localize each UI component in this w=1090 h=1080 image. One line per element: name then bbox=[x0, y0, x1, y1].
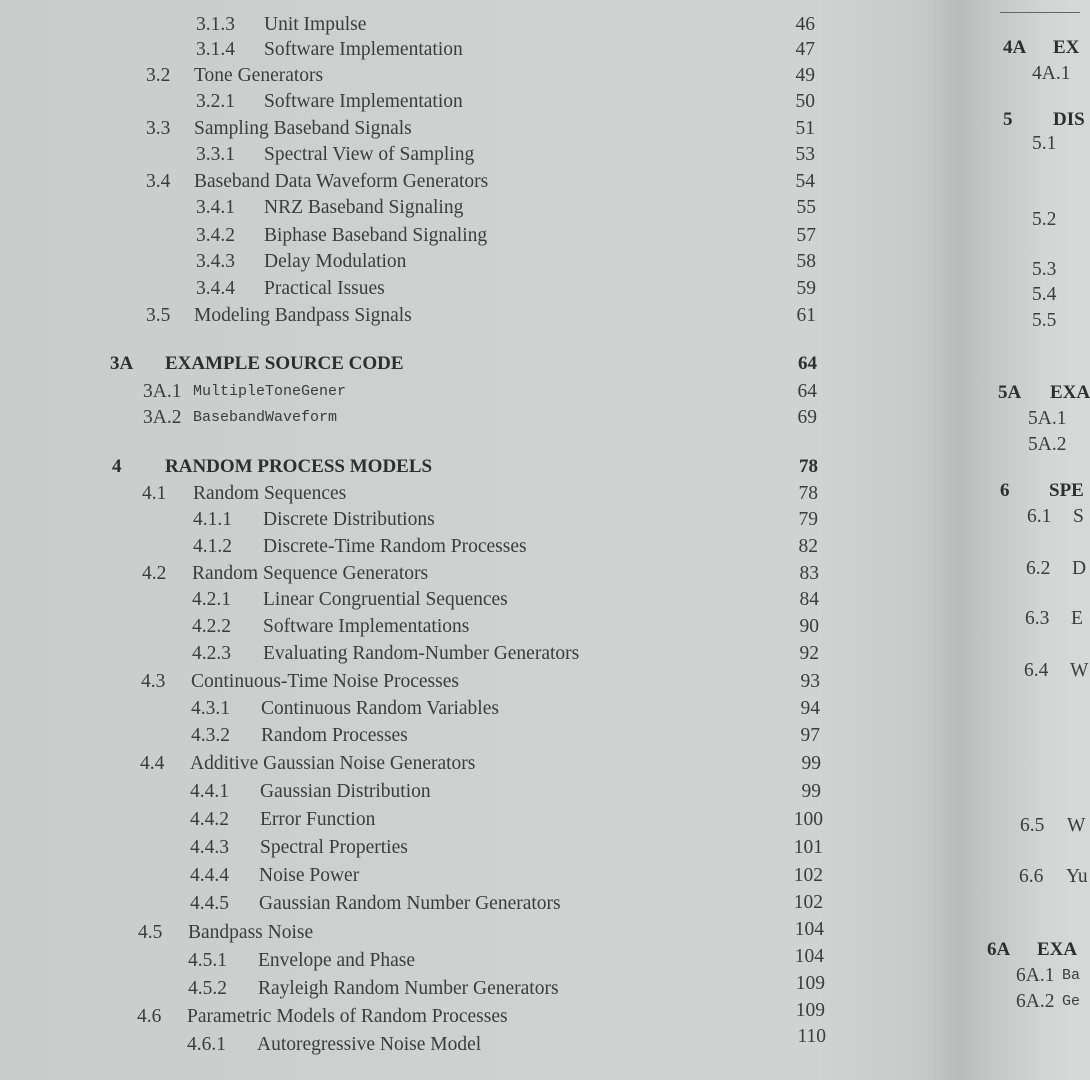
entry-page: 78 bbox=[798, 483, 818, 504]
entry-number: 3.3.1 bbox=[196, 144, 235, 165]
entry-title: Ge bbox=[1062, 993, 1081, 1010]
entry-number: 4.1.2 bbox=[193, 536, 232, 557]
entry-page: 97 bbox=[800, 725, 820, 746]
entry-number: 3.4.2 bbox=[196, 225, 235, 246]
entry-title: Unit Impulse bbox=[264, 14, 367, 35]
entry-title: Yu bbox=[1066, 866, 1088, 887]
entry-page: 104 bbox=[794, 946, 824, 968]
entry-title: EX bbox=[1053, 37, 1080, 58]
entry-number: 6A.2 bbox=[1016, 991, 1055, 1012]
entry-number: 4.2.2 bbox=[192, 616, 231, 637]
entry-title: Delay Modulation bbox=[264, 251, 407, 272]
entry-page: 55 bbox=[796, 197, 816, 218]
entry-title: W bbox=[1070, 660, 1089, 681]
entry-title: Evaluating Random-Number Generators bbox=[263, 643, 580, 664]
entry-number: 3.1.3 bbox=[196, 14, 235, 35]
entry-title: Autoregressive Noise Model bbox=[257, 1034, 482, 1055]
entry-title: Sampling Baseband Signals bbox=[194, 118, 412, 139]
entry-title: Spectral View of Sampling bbox=[264, 144, 475, 165]
entry-page: 64 bbox=[798, 353, 817, 374]
entry-number: 3.4.1 bbox=[196, 197, 235, 218]
entry-page: 102 bbox=[793, 891, 823, 913]
entry-page: 100 bbox=[793, 809, 823, 830]
entry-title: RANDOM PROCESS MODELS bbox=[165, 456, 433, 477]
entry-number: 3.2 bbox=[146, 65, 171, 86]
entry-page: 53 bbox=[795, 144, 815, 165]
entry-title: D bbox=[1072, 558, 1087, 579]
entry-page: 64 bbox=[797, 381, 817, 402]
entry-title: SPE bbox=[1049, 480, 1084, 501]
entry-number: 6.1 bbox=[1027, 506, 1052, 527]
entry-title: Tone Generators bbox=[194, 65, 324, 86]
entry-number: 4.3 bbox=[141, 671, 166, 692]
entry-page: 92 bbox=[799, 643, 819, 664]
entry-page: 61 bbox=[796, 305, 816, 326]
entry-title: DIS bbox=[1053, 109, 1085, 130]
entry-number: 4.1 bbox=[142, 483, 167, 504]
entry-title: Software Implementation bbox=[264, 91, 463, 112]
entry-number: 6.3 bbox=[1025, 608, 1050, 629]
entry-title: Error Function bbox=[260, 809, 376, 830]
entry-number: 4.4.4 bbox=[190, 865, 229, 886]
entry-number: 3A.1 bbox=[143, 381, 182, 402]
entry-title: EXAMPLE SOURCE CODE bbox=[165, 353, 404, 374]
entry-number: 5.1 bbox=[1032, 133, 1057, 154]
entry-number: 3A bbox=[110, 353, 134, 374]
entry-title: Biphase Baseband Signaling bbox=[264, 225, 488, 246]
entry-page: 51 bbox=[795, 118, 815, 139]
entry-title: Gaussian Distribution bbox=[260, 781, 431, 802]
entry-page: 47 bbox=[795, 39, 815, 60]
entry-number: 4.3.2 bbox=[191, 725, 230, 746]
entry-title: Software Implementations bbox=[263, 616, 470, 637]
entry-title: Baseband Data Waveform Generators bbox=[194, 171, 489, 192]
entry-page: 101 bbox=[793, 837, 823, 858]
entry-title: Practical Issues bbox=[264, 278, 385, 299]
entry-page: 49 bbox=[795, 65, 815, 86]
entry-page: 59 bbox=[796, 278, 816, 299]
entry-number: 4.4.2 bbox=[190, 809, 229, 830]
entry-page: 104 bbox=[794, 919, 824, 941]
entry-title: Discrete-Time Random Processes bbox=[263, 536, 527, 557]
entry-number: 4 bbox=[112, 456, 122, 477]
entry-number: 4.4 bbox=[140, 753, 165, 774]
entry-title: Random Sequences bbox=[193, 483, 347, 504]
entry-title: Noise Power bbox=[259, 865, 360, 886]
entry-number: 6.6 bbox=[1019, 866, 1044, 887]
entry-number: 4.5 bbox=[138, 922, 163, 943]
entry-page: 99 bbox=[801, 753, 821, 774]
entry-number: 6.5 bbox=[1020, 815, 1045, 836]
entry-number: 3.4 bbox=[146, 171, 171, 192]
entry-number: 6.4 bbox=[1024, 660, 1049, 681]
entry-title: E bbox=[1071, 608, 1083, 629]
entry-number: 6A bbox=[987, 939, 1011, 960]
entry-page: 57 bbox=[796, 225, 816, 246]
entry-title: Random Sequence Generators bbox=[192, 563, 429, 584]
entry-page: 58 bbox=[796, 251, 816, 272]
entry-number: 4.5.2 bbox=[188, 978, 227, 999]
entry-title: Software Implementation bbox=[264, 39, 463, 60]
entry-page: 99 bbox=[801, 781, 821, 802]
entry-number: 5.2 bbox=[1032, 209, 1057, 230]
entry-title: Additive Gaussian Noise Generators bbox=[190, 753, 476, 774]
entry-title: NRZ Baseband Signaling bbox=[264, 197, 464, 218]
entry-page: 50 bbox=[795, 91, 815, 112]
entry-number: 3A.2 bbox=[143, 407, 182, 428]
entry-number: 4A bbox=[1003, 37, 1027, 58]
entry-title: W bbox=[1067, 815, 1086, 836]
entry-number: 4.4.1 bbox=[190, 781, 229, 802]
entry-page: 102 bbox=[793, 865, 823, 886]
entry-number: 4.6.1 bbox=[187, 1034, 226, 1055]
entry-title: EXA bbox=[1037, 939, 1078, 960]
entry-number: 5 bbox=[1003, 109, 1013, 130]
entry-number: 4.2.3 bbox=[192, 643, 231, 664]
entry-number: 3.5 bbox=[146, 305, 171, 326]
entry-title: Ba bbox=[1062, 967, 1081, 984]
entry-number: 4.1.1 bbox=[193, 509, 232, 530]
entry-page: 69 bbox=[797, 407, 817, 428]
entry-page: 54 bbox=[795, 171, 815, 192]
entry-page: 82 bbox=[798, 536, 818, 557]
entry-number: 5.5 bbox=[1032, 310, 1057, 331]
entry-page: 84 bbox=[799, 589, 819, 610]
entry-page: 93 bbox=[800, 671, 820, 692]
entry-number: 3.4.3 bbox=[196, 251, 235, 272]
entry-page: 90 bbox=[799, 616, 819, 637]
entry-title: Bandpass Noise bbox=[188, 922, 314, 943]
entry-number: 5A.2 bbox=[1028, 434, 1067, 455]
entry-number: 4.2 bbox=[142, 563, 167, 584]
entry-number: 5A.1 bbox=[1028, 408, 1067, 429]
entry-number: 5.4 bbox=[1032, 284, 1057, 305]
entry-number: 6A.1 bbox=[1016, 965, 1055, 986]
entry-page: 109 bbox=[795, 999, 825, 1021]
entry-title: Envelope and Phase bbox=[258, 950, 416, 971]
entry-title: BasebandWaveform bbox=[193, 409, 338, 426]
entry-page: 83 bbox=[799, 563, 819, 584]
entry-page: 109 bbox=[795, 972, 825, 994]
entry-page: 78 bbox=[799, 456, 818, 477]
entry-number: 5A bbox=[998, 382, 1022, 403]
entry-title: Parametric Models of Random Processes bbox=[187, 1006, 508, 1027]
entry-page: 94 bbox=[800, 698, 820, 719]
entry-number: 5.3 bbox=[1032, 259, 1057, 280]
entry-number: 4.4.3 bbox=[190, 837, 229, 858]
entry-number: 4.4.5 bbox=[190, 893, 229, 914]
entry-title: EXA bbox=[1050, 382, 1090, 403]
entry-number: 4.3.1 bbox=[191, 698, 230, 719]
entry-number: 4.2.1 bbox=[192, 589, 231, 610]
entry-number: 3.1.4 bbox=[196, 39, 235, 60]
entry-number: 3.2.1 bbox=[196, 91, 235, 112]
entry-number: 6 bbox=[1000, 480, 1010, 501]
entry-title: Rayleigh Random Number Generators bbox=[258, 978, 559, 999]
entry-page: 79 bbox=[798, 509, 818, 530]
entry-title: Random Processes bbox=[261, 725, 408, 746]
entry-number: 4A.1 bbox=[1032, 63, 1071, 84]
entry-title: Continuous-Time Noise Processes bbox=[191, 671, 459, 692]
entry-page: 110 bbox=[797, 1026, 826, 1048]
entry-number: 4.6 bbox=[137, 1006, 162, 1027]
entry-title: Modeling Bandpass Signals bbox=[194, 305, 412, 326]
entry-number: 3.4.4 bbox=[196, 278, 235, 299]
entry-title: Discrete Distributions bbox=[263, 509, 435, 530]
header-rule bbox=[1000, 12, 1080, 13]
entry-title: MultipleToneGener bbox=[193, 383, 347, 400]
entry-page: 46 bbox=[795, 14, 815, 35]
entry-title: Linear Congruential Sequences bbox=[263, 589, 508, 610]
entry-number: 4.5.1 bbox=[188, 950, 227, 971]
entry-number: 6.2 bbox=[1026, 558, 1051, 579]
entry-title: Spectral Properties bbox=[260, 837, 408, 858]
entry-title: S bbox=[1073, 506, 1084, 527]
entry-title: Continuous Random Variables bbox=[261, 698, 499, 719]
entry-number: 3.3 bbox=[146, 118, 171, 139]
entry-title: Gaussian Random Number Generators bbox=[259, 893, 561, 914]
